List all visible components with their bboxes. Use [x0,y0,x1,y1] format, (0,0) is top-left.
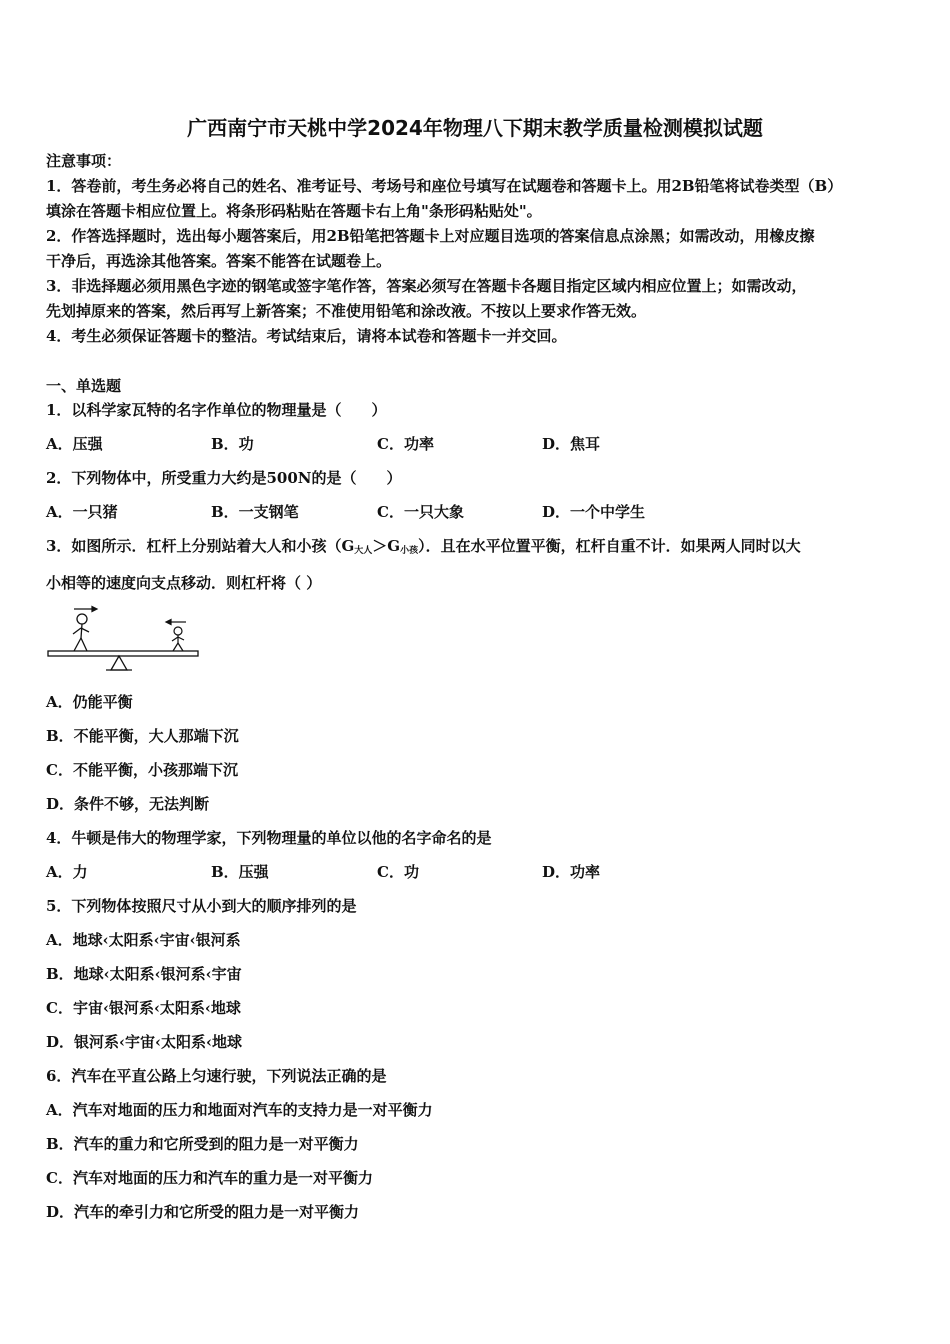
question-3-option-b: B．不能平衡，大人那端下沉 [46,727,239,745]
question-5-option-b: B．地球‹太阳系‹银河系‹宇宙 [46,965,242,983]
question-1-option-a: A．压强 [46,435,103,453]
question-1-option-d: D．焦耳 [542,435,601,453]
child-arrow-icon [166,620,186,625]
question-5-option-c: C．宇宙‹银河系‹太阳系‹地球 [46,999,241,1017]
question-2-option-d: D．一个中学生 [542,503,646,521]
notice-heading: 注意事项： [46,152,122,170]
child-figure [172,627,184,651]
question-3-stem-post: ）．且在水平位置平衡，杠杆自重不计．如果两人同时以大 [418,537,801,555]
notice-item-3-line-2: 先划掉原来的答案，然后再写上新答案；不准使用铅笔和涂改液。不按以上要求作答无效。 [46,302,647,320]
notice-item-1-line-2: 填涂在答题卡相应位置上。将条形码粘贴在答题卡右上角"条形码粘贴处"。 [46,202,542,220]
notice-item-1-line-1: 1．答卷前，考生务必将自己的姓名、准考证号、考场号和座位号填写在试题卷和答题卡上。用2B铅笔将试卷类型（B） [46,177,843,195]
question-6-option-a: A．汽车对地面的压力和地面对汽车的支持力是一对平衡力 [46,1101,433,1119]
question-6-option-d: D．汽车的牵引力和它所受的阻力是一对平衡力 [46,1203,360,1221]
lever-figure [44,604,204,674]
question-1-stem: 1．以科学家瓦特的名字作单位的物理量是（ ） [46,401,387,419]
question-5-option-a: A．地球‹太阳系‹宇宙‹银河系 [46,931,241,949]
question-2-option-c: C．一只大象 [377,503,464,521]
question-1-option-b: B．功 [211,435,254,453]
question-4-option-c: C．功 [377,863,419,881]
question-5-stem: 5．下列物体按照尺寸从小到大的顺序排列的是 [46,897,357,915]
subscript-child: 小孩 [400,546,419,556]
question-4-option-b: B．压强 [211,863,269,881]
question-2-option-a: A．一只猪 [46,503,118,521]
notice-item-2-line-2: 干净后，再选涂其他答案。答案不能答在试题卷上。 [46,252,392,270]
question-4-option-a: A．力 [46,863,88,881]
adult-arrow-icon [74,607,97,612]
notice-item-2-line-1: 2．作答选择题时，选出每小题答案后，用2B铅笔把答题卡上对应题目选项的答案信息点涂黑；如需改动，用橡皮擦 [46,227,815,245]
notice-item-3-line-1: 3．非选择题必须用黑色字迹的钢笔或签字笔作答，答案必须写在答题卡各题目指定区域内相应位置上；如需改动， [46,277,807,295]
question-3-option-c: C．不能平衡，小孩那端下沉 [46,761,238,779]
question-6-option-c: C．汽车对地面的压力和汽车的重力是一对平衡力 [46,1169,373,1187]
question-1-option-c: C．功率 [377,435,434,453]
lever-plank [48,651,198,656]
question-4-option-d: D．功率 [542,863,601,881]
question-5-option-d: D．银河系‹宇宙‹太阳系‹地球 [46,1033,243,1051]
adult-figure [73,614,89,651]
question-2-stem: 2．下列物体中，所受重力大约是500N的是（ ） [46,469,402,487]
page-title: 广西南宁市天桃中学2024年物理八下期末教学质量检测模拟试题 [187,116,763,140]
question-6-stem: 6．汽车在平直公路上匀速行驶，下列说法正确的是 [46,1067,387,1085]
section-heading: 一、单选题 [46,377,122,395]
question-3-stem-pre: 3．如图所示．杠杆上分别站着大人和小孩（G [46,537,355,555]
notice-item-4: 4．考生必须保证答题卡的整洁。考试结束后，请将本试卷和答题卡一并交回。 [46,327,567,345]
question-6-option-b: B．汽车的重力和它所受到的阻力是一对平衡力 [46,1135,359,1153]
question-4-stem: 4．牛顿是伟大的物理学家，下列物理量的单位以他的名字命名的是 [46,829,492,847]
question-3-option-a: A．仍能平衡 [46,693,133,711]
question-3-stem-line-2: 小相等的速度向支点移动．则杠杆将（ ） [46,574,322,592]
question-2-option-b: B．一支钢笔 [211,503,299,521]
subscript-adult: 大人 [354,546,373,556]
fulcrum-triangle [111,656,127,670]
question-3-stem-mid: ＞G [372,537,401,555]
question-3-stem-line-1 [46,536,801,561]
question-3-option-d: D．条件不够，无法判断 [46,795,210,813]
